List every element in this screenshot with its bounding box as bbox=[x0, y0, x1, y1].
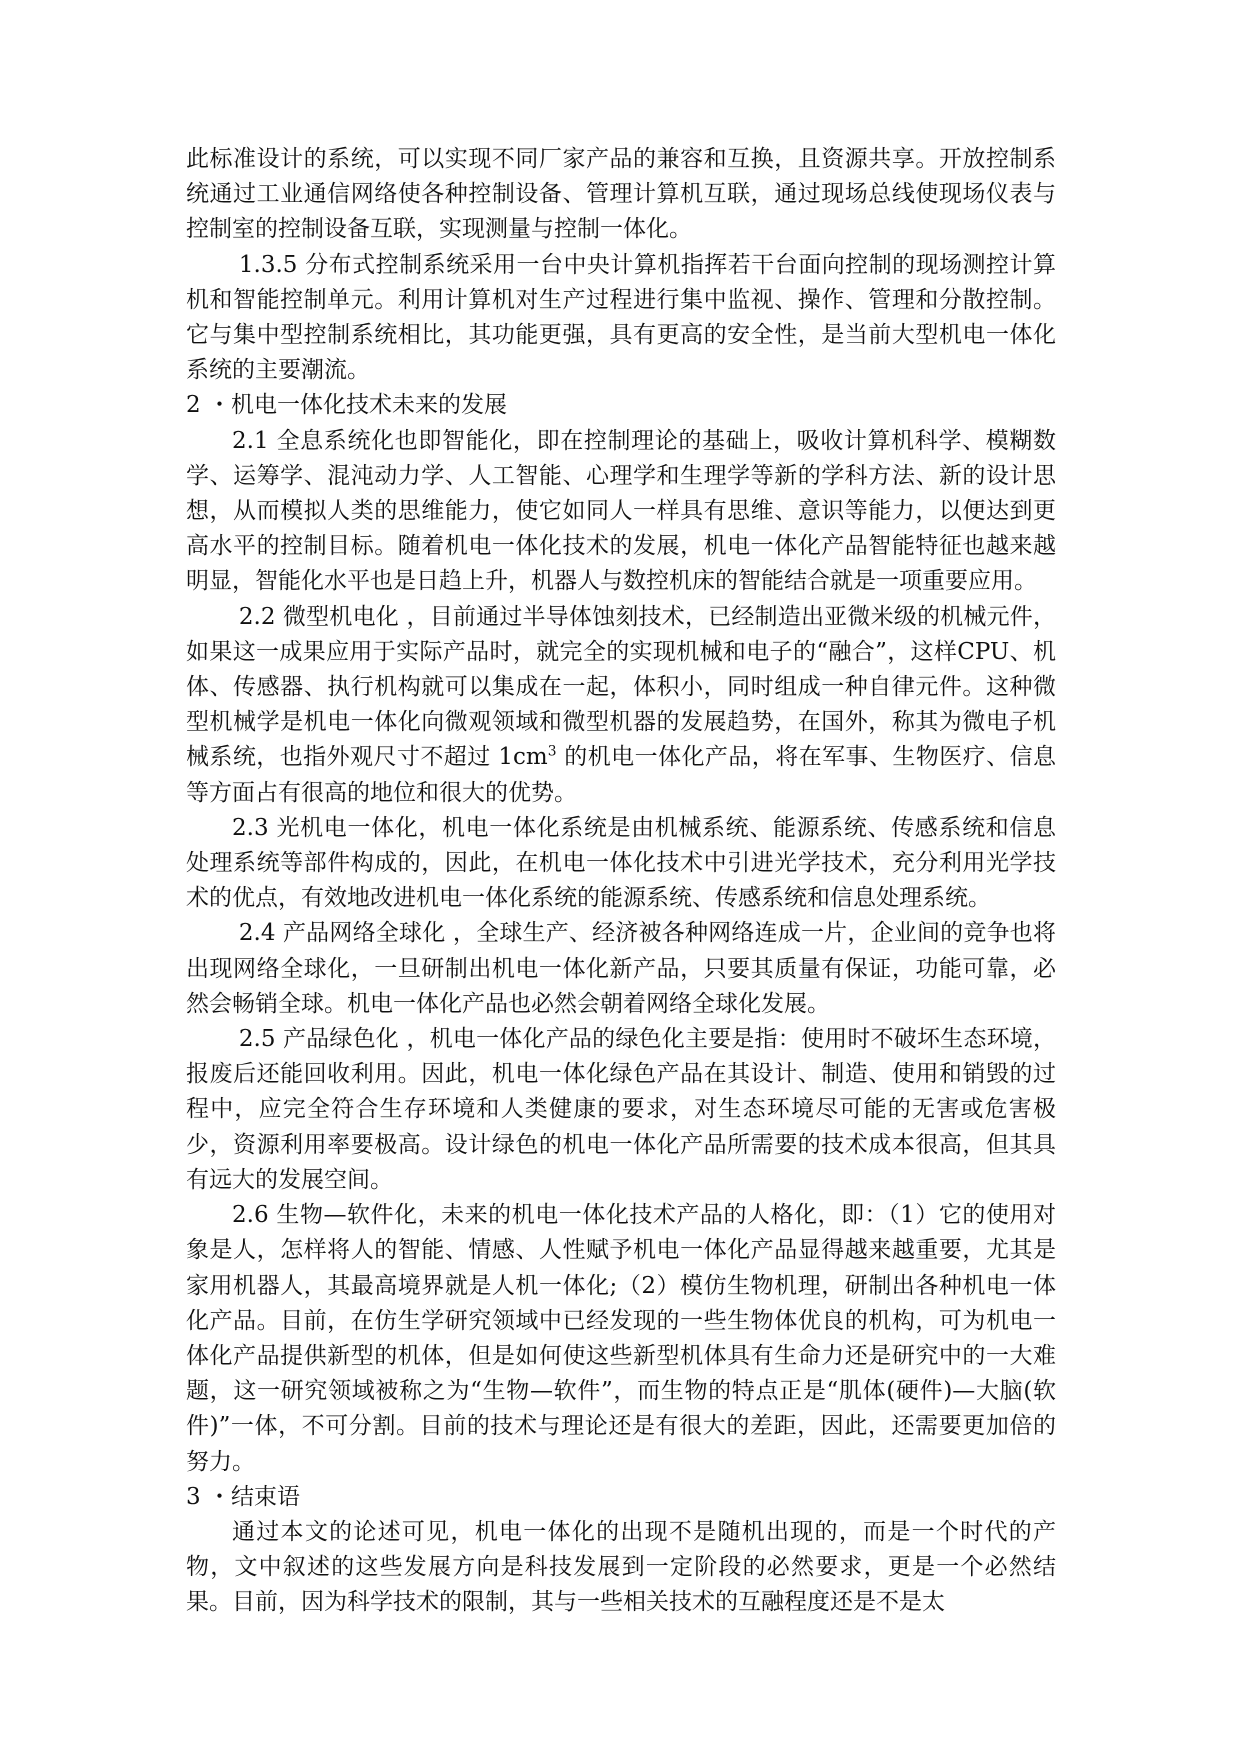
paragraph-2-3: 2.3 光机电一体化，机电一体化系统是由机械系统、能源系统、传感系统和信息处理系统等部件构成的，因此，在机电一体化技术中引进光学技术，充分利用光学技术的优点，有效地改进机电一体化系统的能源系统、传感系统和信息处理系统。 bbox=[186, 814, 1056, 912]
paragraph-intro: 此标准设计的系统，可以实现不同厂家产品的兼容和互换，且资源共享。开放控制系统通过工业通信网络使各种控制设备、管理计算机互联，通过现场总线使现场仪表与控制室的控制设备互联，实现测量与控制一体化。 bbox=[186, 146, 1056, 243]
paragraph-2-2-text-start: 2.2 微型机电化 ，目前通过半导体蚀刻技术，已经制造出亚微米级的机械元件，如果这一成果应用于实际产品时，就完全的实现机械和电子的“融合”，这样CPU、机体、传感器、执行机构就可以集成在一起，体积小，同时组成一种自律元件。这种微型机械学是机电一体化向微观领域和微型机器的发展趋势，在国外，称其为微电子机械系统，也指外观尺寸不超过 1cm bbox=[186, 603, 1056, 771]
paragraph-2-6: 2.6 生物—软件化，未来的机电一体化技术产品的人格化，即：（1）它的使用对象是人，怎样将人的智能、情感、人性赋予机电一体化产品显得越来越重要，尤其是家用机器人，其最高境界就是人机一体化;（2）模仿生物机理，研制出各种机电一体化产品。目前，在仿生学研究领域中已经发现的一些生物体优良的机构，可为机电一体化产品提供新型的机体，但是如何使这些新型机体具有生命力还是研究中的一大难题，这一研究领域被称之为“生物—软件”，而生物的特点正是“肌体(硬件)—大脑(软件)”一体，不可分割。目前的技术与理论还是有很大的差距，因此，还需要更加倍的努力。 bbox=[186, 1202, 1056, 1475]
paragraph-2-2 bbox=[186, 600, 1056, 811]
superscript-cubed: 3 bbox=[547, 743, 557, 760]
paragraph-2-1: 2.1 全息系统化也即智能化，即在控制理论的基础上，吸收计算机科学、模糊数学、运筹学、混沌动力学、人工智能、心理学和生理学等新的学科方法、新的设计思想，从而模拟人类的思维能力，使它如同人一样具有思维、意识等能力，以便达到更高水平的控制目标。随着机电一体化技术的发展，机电一体化产品智能特征也越来越明显，智能化水平也是日趋上升，机器人与数控机床的智能结合就是一项重要应用。 bbox=[186, 427, 1056, 595]
section-heading-2: 2 ・机电一体化技术未来的发展 bbox=[186, 392, 507, 419]
document-page bbox=[186, 142, 1056, 1621]
paragraph-2-5: 2.5 产品绿色化 ，机电一体化产品的绿色化主要是指：使用时不破坏生态环境，报废后还能回收利用。因此，机电一体化绿色产品在其设计、制造、使用和销毁的过程中，应完全符合生存环境和人类健康的要求，对生态环境尽可能的无害或危害极少，资源利用率要极高。设计绿色的机电一体化产品所需要的技术成本很高，但其具有远大的发展空间。 bbox=[186, 1026, 1056, 1193]
paragraph-2-2-text-end: 的机电一体化产品，将在军事、生物医疗、信息等方面占有很高的地位和很大的优势。 bbox=[186, 744, 1057, 806]
paragraph-1-3-5: 1.3.5 分布式控制系统采用一台中央计算机指挥若干台面向控制的现场测控计算机和智能控制单元。利用计算机对生产过程进行集中监视、操作、管理和分散控制。它与集中型控制系统相比，其功能更强，具有更高的安全性，是当前大型机电一体化系统的主要潮流。 bbox=[186, 251, 1056, 384]
paragraph-conclusion: 通过本文的论述可见，机电一体化的出现不是随机出现的，而是一个时代的产物，文中叙述的这些发展方向是科技发展到一定阶段的必然要求，更是一个必然结果。目前，因为科学技术的限制，其与一些相关技术的互融程度还是不是太 bbox=[186, 1518, 1056, 1616]
section-heading-3: 3 ・结束语 bbox=[186, 1483, 300, 1510]
paragraph-2-4: 2.4 产品网络全球化 ，全球生产、经济被各种网络连成一片，企业间的竞争也将出现网络全球化，一旦研制出机电一体化新产品，只要其质量有保证，功能可靠，必然会畅销全球。机电一体化产品也必然会朝着网络全球化发展。 bbox=[186, 920, 1056, 1017]
